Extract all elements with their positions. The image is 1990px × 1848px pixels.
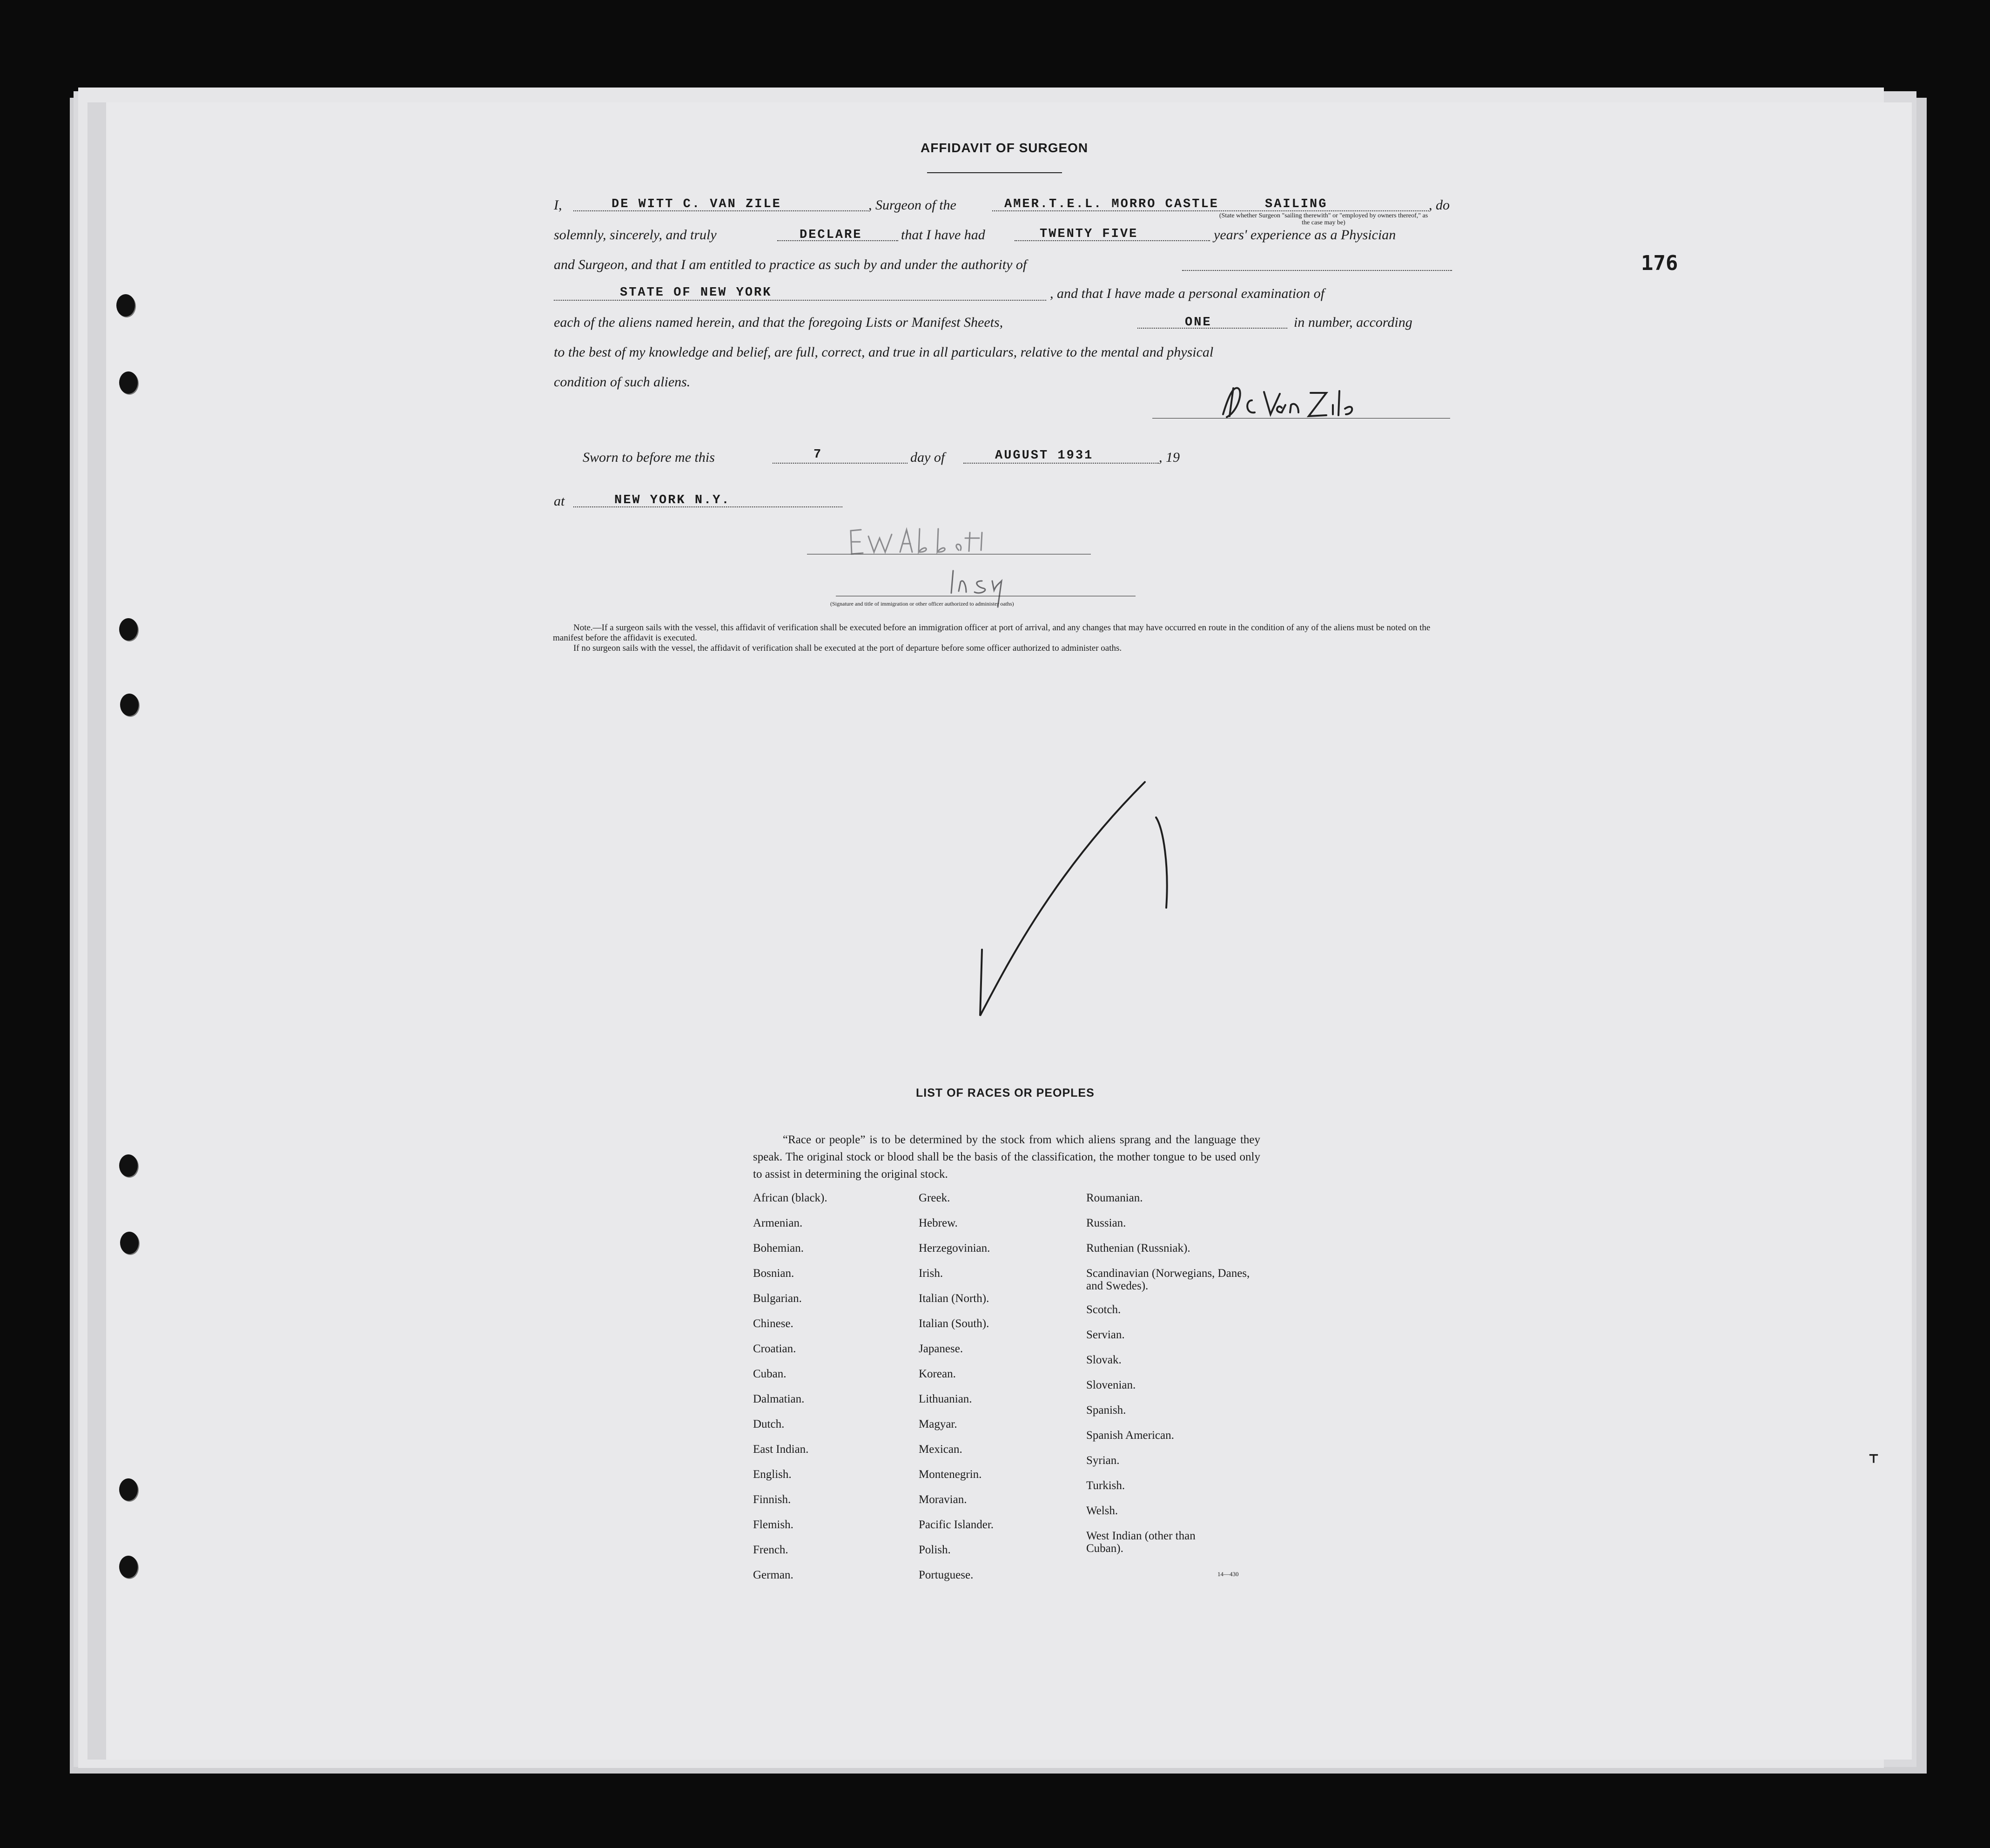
race-item: Welsh. <box>1086 1504 1118 1517</box>
years-field: TWENTY FIVE <box>1040 227 1138 241</box>
race-item: West Indian (other than Cuban). <box>1086 1530 1196 1555</box>
sworn-text: at <box>554 493 565 509</box>
page-number: 176 <box>1641 251 1678 275</box>
affidavit-text: and Surgeon, and that I am entitled to practice as such by and under the authority of <box>554 257 1027 272</box>
note-paragraph-1: Note.—If a surgeon sails with the vessel, this affidavit of verification shall be executed before an immigration officer at port of arrival, and any changes that may have occurred en route in the condition of any of the aliens must be noted on the manifest before the affidavit is executed. <box>553 623 1431 643</box>
race-item: Moravian. <box>919 1493 967 1506</box>
race-item: Portuguese. <box>919 1569 974 1581</box>
race-item: Croatian. <box>753 1342 796 1355</box>
race-item: African (black). <box>753 1192 827 1204</box>
race-item: Armenian. <box>753 1217 803 1229</box>
race-item: Lithuanian. <box>919 1393 972 1405</box>
sheets-field: ONE <box>1185 316 1212 330</box>
capacity-field: SAILING <box>1265 197 1328 211</box>
punch-hole <box>119 371 138 394</box>
affidavit-text: , do <box>1429 197 1450 213</box>
affidavit-text: that I have had <box>901 227 985 243</box>
race-item: English. <box>753 1468 792 1481</box>
sworn-place-field: NEW YORK N.Y. <box>614 493 731 507</box>
race-item: Scotch. <box>1086 1303 1121 1316</box>
punch-hole <box>119 618 138 641</box>
race-item: Hebrew. <box>919 1217 958 1229</box>
title-underline <box>927 172 1062 173</box>
race-item: Chinese. <box>753 1317 793 1330</box>
race-item: Japanese. <box>919 1342 963 1355</box>
race-item: Slovak. <box>1086 1354 1122 1366</box>
page-binding-shadow <box>87 102 106 1760</box>
race-item: Russian. <box>1086 1217 1126 1229</box>
sworn-text: day of <box>910 450 945 465</box>
vessel-field: AMER.T.E.L. MORRO CASTLE <box>1004 197 1219 211</box>
form-number: 14—430 <box>1217 1571 1239 1578</box>
races-title: LIST OF RACES OR PEOPLES <box>916 1086 1095 1099</box>
race-item: Turkish. <box>1086 1479 1125 1492</box>
signature-caption: (Signature and title of immigration or other officer authorized to administer oaths) <box>830 600 1014 607</box>
check-mark <box>968 773 1182 1024</box>
race-item: Magyar. <box>919 1418 957 1430</box>
race-item: French. <box>753 1544 788 1556</box>
surgeon-signature <box>1219 382 1359 424</box>
affidavit-text: in number, according <box>1294 315 1412 330</box>
declaration-field: DECLARE <box>800 228 862 242</box>
note-paragraph-2: If no surgeon sails with the vessel, the affidavit of verification shall be executed at the port of departure before some officer authorized to administer oaths. <box>573 643 1122 653</box>
affidavit-text: , Surgeon of the <box>868 197 956 213</box>
authority-field: STATE OF NEW YORK <box>620 286 772 300</box>
race-item: Spanish. <box>1086 1404 1126 1416</box>
race-item: Irish. <box>919 1267 943 1280</box>
race-item: German. <box>753 1569 793 1581</box>
fill-line <box>1182 270 1452 271</box>
race-item: Pacific Islander. <box>919 1518 994 1531</box>
race-item: Korean. <box>919 1368 956 1380</box>
race-item: Syrian. <box>1086 1454 1120 1467</box>
sworn-text: , 19 <box>1159 450 1180 465</box>
race-item: Slovenian. <box>1086 1379 1136 1391</box>
punch-hole <box>119 1154 138 1177</box>
race-item: Montenegrin. <box>919 1468 982 1481</box>
race-item: Spanish American. <box>1086 1429 1174 1442</box>
races-intro: “Race or people” is to be determined by the stock from which aliens sprang and the language they speak. The original stock or blood shall be the basis of the classification, the mother tongue to be used only to assist in determining the original stock. <box>753 1133 1260 1180</box>
affidavit-text: I, <box>554 197 562 213</box>
punch-hole <box>119 1478 138 1501</box>
affidavit-text: years' experience as a Physician <box>1214 227 1396 243</box>
race-item: Polish. <box>919 1544 951 1556</box>
affidavit-text: to the best of my knowledge and belief, are full, correct, and true in all particulars, relative to the mental and physical <box>554 344 1214 360</box>
surgeon-name-field: DE WITT C. VAN ZILE <box>612 197 781 211</box>
race-item: Bohemian. <box>753 1242 804 1254</box>
race-item: Mexican. <box>919 1443 962 1456</box>
affidavit-text: each of the aliens named herein, and that the foregoing Lists or Manifest Sheets, <box>554 315 1003 330</box>
race-item: Dutch. <box>753 1418 785 1430</box>
affidavit-text: condition of such aliens. <box>554 374 691 390</box>
race-item: Italian (North). <box>919 1292 989 1305</box>
officer-signature <box>847 524 996 561</box>
fill-line <box>963 463 1159 464</box>
margin-mark: ⸆ <box>1869 1451 1878 1472</box>
affidavit-text: , and that I have made a personal examination of <box>1050 286 1324 301</box>
sworn-date-field: AUGUST 1931 <box>995 449 1094 463</box>
race-item: Greek. <box>919 1192 950 1204</box>
fill-line <box>554 300 1046 301</box>
race-item: Italian (South). <box>919 1317 989 1330</box>
race-item: Flemish. <box>753 1518 793 1531</box>
race-item: East Indian. <box>753 1443 809 1456</box>
race-item: Bosnian. <box>753 1267 794 1280</box>
race-item: Herzegovinian. <box>919 1242 990 1254</box>
race-item: Bulgarian. <box>753 1292 802 1305</box>
affidavit-text: solemnly, sincerely, and truly <box>554 227 717 243</box>
punch-hole <box>120 1232 139 1254</box>
race-item: Roumanian. <box>1086 1192 1143 1204</box>
sworn-text: Sworn to before me this <box>583 450 715 465</box>
sworn-day-field: 7 <box>813 448 823 462</box>
race-item: Ruthenian (Russniak). <box>1086 1242 1190 1254</box>
race-item: Finnish. <box>753 1493 791 1506</box>
race-item: Dalmatian. <box>753 1393 805 1405</box>
affidavit-title: AFFIDAVIT OF SURGEON <box>921 141 1089 155</box>
punch-hole <box>120 694 139 716</box>
capacity-note: (State whether Surgeon "sailing therewith" or "employed by owners thereof," as the case may be) <box>1219 212 1428 226</box>
fill-line <box>1137 328 1287 329</box>
punch-hole <box>116 294 135 317</box>
race-item: Cuban. <box>753 1368 787 1380</box>
race-item: Scandinavian (Norwegians, Danes, and Swedes). <box>1086 1267 1250 1292</box>
fill-line <box>773 463 908 464</box>
punch-hole <box>119 1556 138 1578</box>
race-item: Servian. <box>1086 1329 1125 1341</box>
